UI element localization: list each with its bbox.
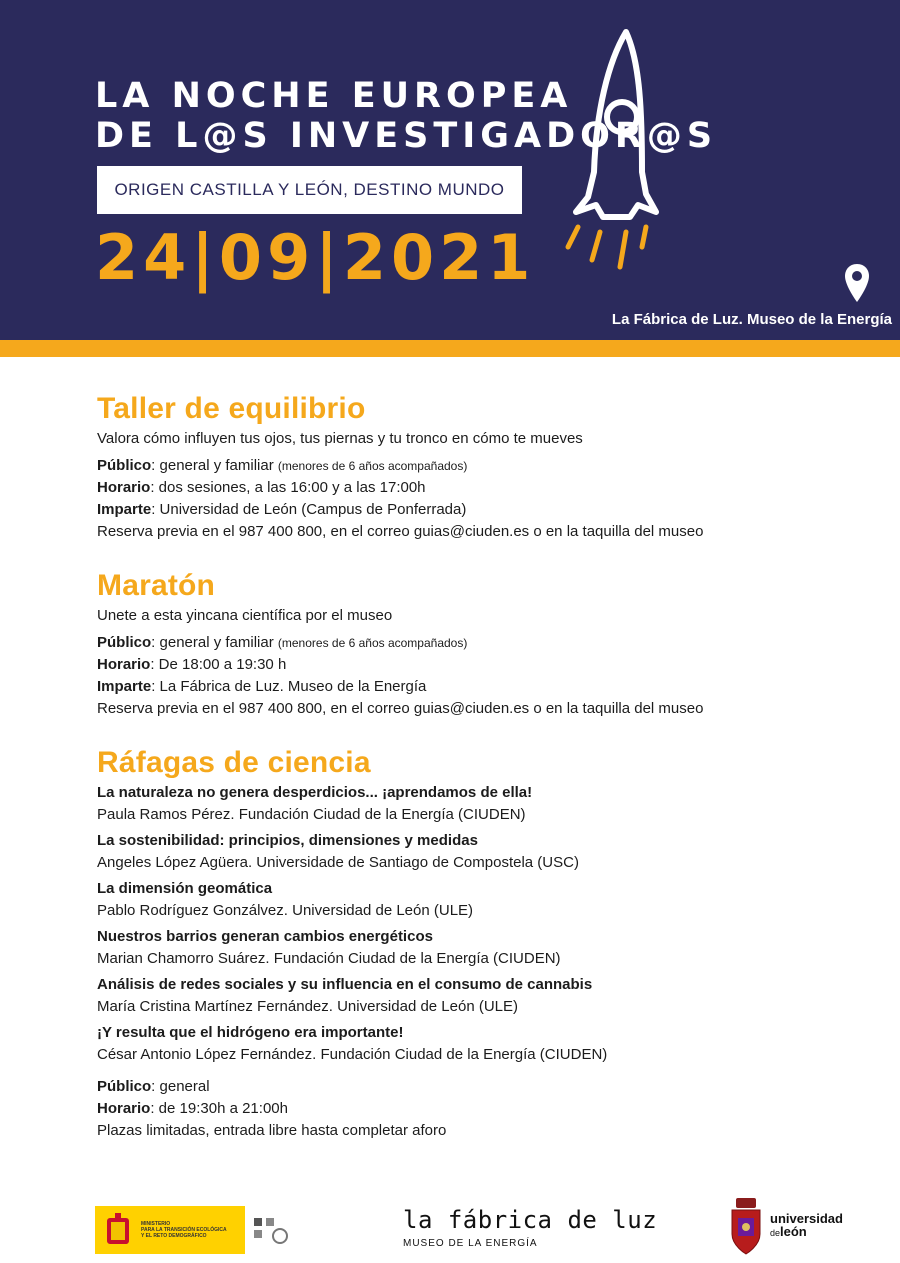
publico-value: : general y familiar [151, 634, 278, 651]
reserva-line: Reserva previa en el 987 400 800, en el correo guias@ciuden.es o en la taquilla del museo [97, 700, 704, 717]
horario-line [97, 1098, 877, 1120]
publico-note: (menores de 6 años acompañados) [277, 636, 468, 650]
publico-value: : general [151, 1078, 210, 1095]
section-description: Unete a esta yincana científica por el museo [97, 607, 393, 624]
talk-title: Análisis de redes sociales y su influencia en el consumo de cannabis [97, 976, 593, 993]
horario-label: Horario [97, 1100, 151, 1117]
publico-value: : general y familiar [151, 457, 278, 474]
event-date: 24|09|2021 [95, 221, 536, 294]
event-title-line-1: LA NOCHE EUROPEA [95, 76, 573, 116]
section-title: Taller de equilibrio [97, 392, 366, 425]
ministry-logo-block [95, 1206, 245, 1254]
section-title: Ráfagas de ciencia [97, 746, 371, 779]
talk-title: La sostenibilidad: principios, dimensiones y medidas [97, 832, 478, 849]
la-fabrica-name: la fábrica de luz [403, 1206, 658, 1234]
ule-coat-of-arms-icon [728, 1196, 764, 1256]
ministry-mark-icon [250, 1212, 290, 1248]
horario-line [97, 654, 877, 676]
section-rafagas-ciencia [97, 744, 877, 1142]
publico-line [97, 1076, 877, 1098]
reserva-line: Reserva previa en el 987 400 800, en el correo guias@ciuden.es o en la taquilla del museo [97, 523, 704, 540]
publico-note: (menores de 6 años acompañados) [277, 459, 468, 473]
talk-speaker: César Antonio López Fernández. Fundación Ciudad de la Energía (CIUDEN) [97, 1046, 608, 1063]
talk-item [97, 974, 877, 1018]
la-fabrica-logo [403, 1206, 657, 1249]
horario-line [97, 477, 877, 499]
event-title-line-2: DE L@S INVESTIGADOR@S [95, 116, 718, 156]
talk-item [97, 830, 877, 874]
ministry-logo [95, 1206, 295, 1254]
talk-item [97, 1022, 877, 1066]
header-banner [0, 0, 900, 340]
plazas-line: Plazas limitadas, entrada libre hasta completar aforo [97, 1122, 447, 1139]
spain-coat-of-arms-icon [103, 1212, 133, 1248]
talk-title: La dimensión geomática [97, 880, 273, 897]
publico-label: Público [97, 634, 152, 651]
location-pin-icon [843, 262, 871, 304]
horario-label: Horario [97, 479, 151, 496]
accent-band [0, 340, 900, 357]
talk-speaker: María Cristina Martínez Fernández. Universidad de León (ULE) [97, 998, 519, 1015]
imparte-value: : Universidad de León (Campus de Ponferrada) [151, 501, 467, 518]
imparte-value: : La Fábrica de Luz. Museo de la Energía [151, 678, 427, 695]
imparte-label: Imparte [97, 678, 152, 695]
talk-speaker: Angeles López Agüera. Universidade de Santiago de Compostela (USC) [97, 854, 579, 871]
venue-label: La Fábrica de Luz. Museo de la Energía [611, 311, 892, 328]
horario-value: : dos sesiones, a las 16:00 y a las 17:00h [150, 479, 426, 496]
talk-title: La naturaleza no genera desperdicios... ¡aprendamos de ella! [97, 784, 533, 801]
talk-speaker: Paula Ramos Pérez. Fundación Ciudad de la Energía (CIUDEN) [97, 806, 526, 823]
talk-speaker: Marian Chamorro Suárez. Fundación Ciudad de la Energía (CIUDEN) [97, 950, 561, 967]
ministry-name: MINISTERIO PARA LA TRANSICIÓN ECOLÓGICA Y EL RETO DEMOGRÁFICO [141, 1221, 227, 1239]
publico-line [97, 455, 877, 477]
talk-title: ¡Y resulta que el hidrógeno era importante! [97, 1024, 404, 1041]
talk-item [97, 782, 877, 826]
horario-value: : De 18:00 a 19:30 h [150, 656, 287, 673]
event-subtitle: ORIGEN CASTILLA Y LEÓN, DESTINO MUNDO [97, 166, 522, 214]
horario-value: : de 19:30h a 21:00h [150, 1100, 288, 1117]
publico-label: Público [97, 1078, 152, 1095]
rocket-icon [548, 22, 668, 282]
horario-label: Horario [97, 656, 151, 673]
imparte-label: Imparte [97, 501, 152, 518]
imparte-line [97, 499, 877, 521]
talk-item [97, 878, 877, 922]
publico-line [97, 632, 877, 654]
ministry-secondary-logo [245, 1206, 295, 1254]
talk-title: Nuestros barrios generan cambios energéticos [97, 928, 433, 945]
section-maraton [97, 567, 877, 720]
ule-name: universidad deleón [770, 1211, 843, 1239]
talk-speaker: Pablo Rodríguez Gonzálvez. Universidad de León (ULE) [97, 902, 474, 919]
publico-label: Público [97, 457, 152, 474]
section-taller-equilibrio [97, 390, 877, 543]
section-description: Valora cómo influyen tus ojos, tus piernas y tu tronco en cómo te mueves [97, 430, 583, 447]
section-title: Maratón [97, 569, 216, 602]
la-fabrica-subtitle: MUSEO DE LA ENERGÍA [403, 1238, 538, 1249]
program-content [97, 390, 877, 1166]
ule-logo [728, 1196, 843, 1256]
talk-item [97, 926, 877, 970]
imparte-line [97, 676, 877, 698]
